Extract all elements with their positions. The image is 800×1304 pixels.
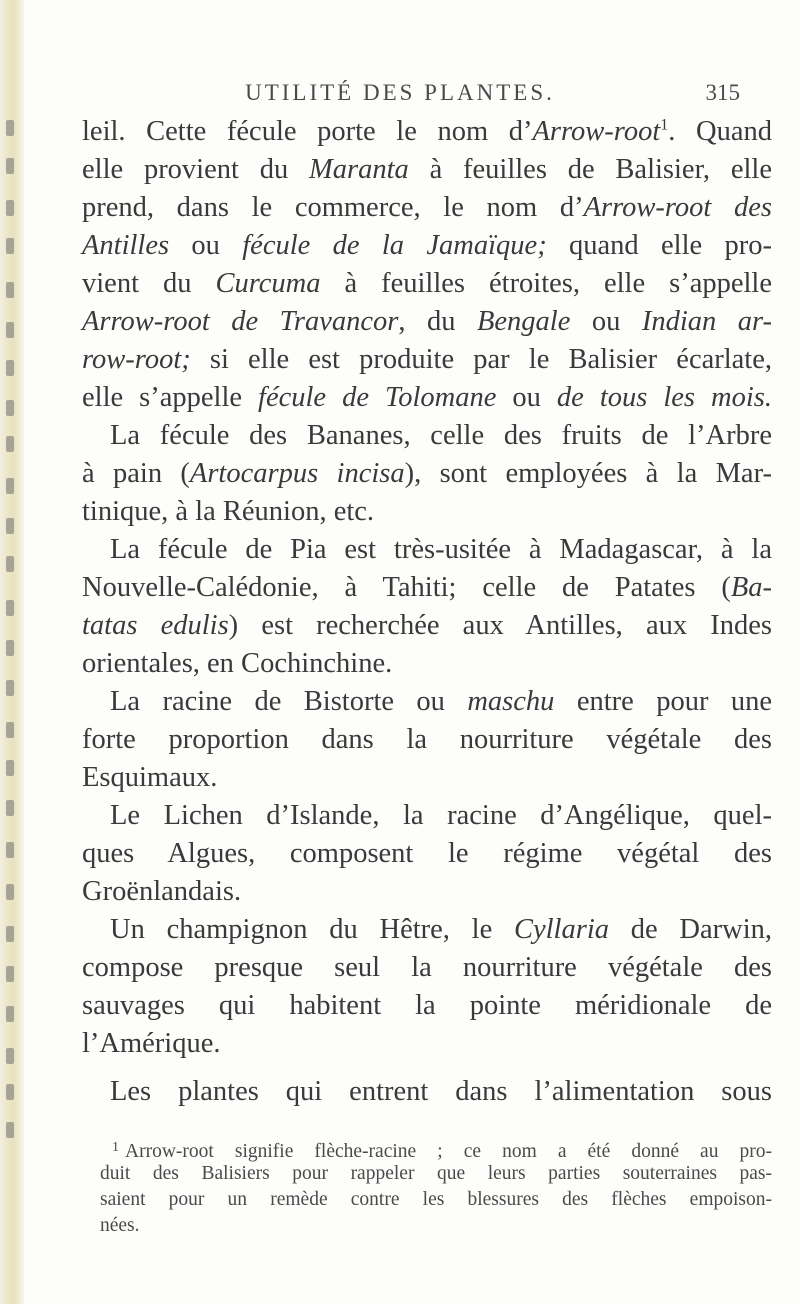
body-text (82, 113, 772, 1111)
scan-mark (6, 400, 14, 416)
page-number: 315 (705, 80, 740, 105)
scan-mark (6, 322, 14, 338)
italic-text: Antilles (82, 230, 170, 261)
text-line (82, 265, 772, 303)
scan-mark (6, 926, 14, 942)
footnote-marker: 1 (112, 1140, 119, 1155)
italic-text: Maranta (309, 154, 409, 185)
footnote-text: Arrow-root signifie flèche-racine ; ce nom a été donné au pro- (125, 1141, 772, 1162)
text-run: ou (496, 382, 557, 413)
scan-mark (6, 760, 14, 776)
scan-mark (6, 478, 14, 494)
text-line (82, 379, 772, 417)
text-line (82, 569, 772, 607)
text-line (82, 1025, 772, 1063)
text-line (82, 987, 772, 1025)
text-run: entre pour une (554, 686, 772, 717)
text-run: . Quand (668, 116, 772, 147)
text-run: ) est recherchée aux Antilles, aux Indes (228, 610, 772, 641)
text-run: tinique, à la Réunion, etc. (82, 496, 375, 527)
footnote-line (100, 1161, 772, 1187)
text-run: elle provient du (82, 154, 310, 185)
text-line (82, 113, 772, 151)
scan-mark (6, 282, 14, 298)
footnote-text: saient pour un remède contre les blessures des flèches empoison- (100, 1189, 772, 1210)
text-line (82, 683, 772, 721)
text-line (82, 189, 772, 227)
text-run: Nouvelle-Calédonie, à Tahiti; celle de Patates ( (82, 572, 731, 603)
text-line (82, 531, 772, 569)
italic-text: Cyllaria (513, 914, 609, 945)
scan-mark (6, 600, 14, 616)
text-run: Esquimaux. (82, 762, 218, 793)
footnote-line (100, 1213, 772, 1239)
footnote-text: duit des Balisiers pour rappeler que leurs parties souterraines pas- (100, 1163, 772, 1184)
text-run: l’Amérique. (82, 1028, 221, 1059)
text-run: à feuilles de Balisier, elle (408, 154, 772, 185)
scan-mark (6, 1084, 14, 1100)
text-run: ou (570, 306, 642, 337)
footnotes (100, 1135, 772, 1239)
scan-mark (6, 842, 14, 858)
scan-mark (6, 966, 14, 982)
scan-mark (6, 1006, 14, 1022)
italic-text: Arrow-root (532, 116, 661, 147)
scan-mark (6, 722, 14, 738)
text-line (82, 911, 772, 949)
italic-text: fécule de Tolomane (258, 382, 497, 413)
scan-mark (6, 640, 14, 656)
text-run: orientales, en Cochinchine. (82, 648, 393, 679)
italic-text: Bengale (476, 306, 571, 337)
text-run: à pain ( (82, 458, 190, 489)
italic-text: Indian ar- (641, 306, 773, 337)
text-line (82, 759, 772, 797)
italic-text: Ba- (730, 572, 772, 603)
scan-mark (6, 120, 14, 136)
italic-text: row-root; (82, 344, 191, 375)
page-gutter (0, 0, 24, 1304)
text-run: compose presque seul la nourriture végétale des (82, 952, 772, 983)
text-line (82, 645, 772, 683)
text-run: vient du (82, 268, 216, 299)
text-run: sauvages qui habitent la pointe méridionale de (82, 990, 772, 1021)
text-run: leil. Cette fécule porte le nom d’ (82, 116, 533, 147)
text-line (82, 873, 772, 911)
text-line (82, 1073, 772, 1111)
text-line (82, 455, 772, 493)
scan-mark (6, 556, 14, 572)
text-line (82, 797, 772, 835)
scan-mark (6, 238, 14, 254)
italic-text: tatas edulis (82, 610, 229, 641)
scan-mark (6, 680, 14, 696)
italic-text: maschu (467, 686, 555, 717)
text-line (82, 721, 772, 759)
text-run: elle s’appelle (82, 382, 259, 413)
text-line (82, 341, 772, 379)
text-line (82, 607, 772, 645)
italic-text: de tous les mois. (556, 382, 772, 413)
paragraph-gap (82, 1063, 772, 1073)
scan-mark (6, 884, 14, 900)
footnote-line (100, 1187, 772, 1213)
text-line (82, 417, 772, 455)
footnote-reference: 1 (660, 116, 669, 134)
italic-text: Arrow-root de Travancor (82, 306, 399, 337)
scan-mark (6, 200, 14, 216)
gutter-marks (4, 0, 20, 1304)
text-line (82, 227, 772, 265)
text-run: La racine de Bistorte ou (110, 686, 468, 717)
text-run: La fécule des Bananes, celle des fruits de l’Arbre (110, 420, 772, 451)
text-run: ou (169, 230, 243, 261)
text-line (82, 303, 772, 341)
text-run: Groënlandais. (82, 876, 242, 907)
text-run: , du (398, 306, 477, 337)
text-run: Les plantes qui entrent dans l’alimentation sous (110, 1076, 772, 1107)
text-line (82, 493, 772, 531)
text-line (82, 835, 772, 873)
text-run: Un champignon du Hêtre, le (110, 914, 514, 945)
footnote-text: nées. (100, 1215, 140, 1236)
text-run: quand elle pro- (546, 230, 772, 261)
footnote-line (100, 1135, 772, 1161)
running-head: UTILITÉ DES PLANTES. (245, 80, 555, 105)
italic-text: Arrow-root des (583, 192, 772, 223)
scan-mark (6, 518, 14, 534)
scan-mark (6, 800, 14, 816)
text-run: prend, dans le commerce, le nom d’ (82, 192, 584, 223)
italic-text: fécule de la Jamaïque; (242, 230, 547, 261)
italic-text: Artocarpus incisa (189, 458, 405, 489)
scan-mark (6, 360, 14, 376)
scan-mark (6, 1048, 14, 1064)
scan-mark (6, 436, 14, 452)
text-run: ), sont employées à la Mar- (404, 458, 772, 489)
text-run: si elle est produite par le Balisier écarlate, (190, 344, 772, 375)
text-line (82, 151, 772, 189)
scan-mark (6, 158, 14, 174)
italic-text: Curcuma (215, 268, 321, 299)
text-run: Le Lichen d’Islande, la racine d’Angélique, quel- (110, 800, 772, 831)
text-run: ques Algues, composent le régime végétal des (82, 838, 772, 869)
scan-mark (6, 1122, 14, 1138)
text-line (82, 949, 772, 987)
text-run: La fécule de Pia est très-usitée à Madagascar, à la (110, 534, 772, 565)
text-run: à feuilles étroites, elle s’appelle (320, 268, 772, 299)
text-run: forte proportion dans la nourriture végétale des (82, 724, 772, 755)
text-run: de Darwin, (609, 914, 773, 945)
